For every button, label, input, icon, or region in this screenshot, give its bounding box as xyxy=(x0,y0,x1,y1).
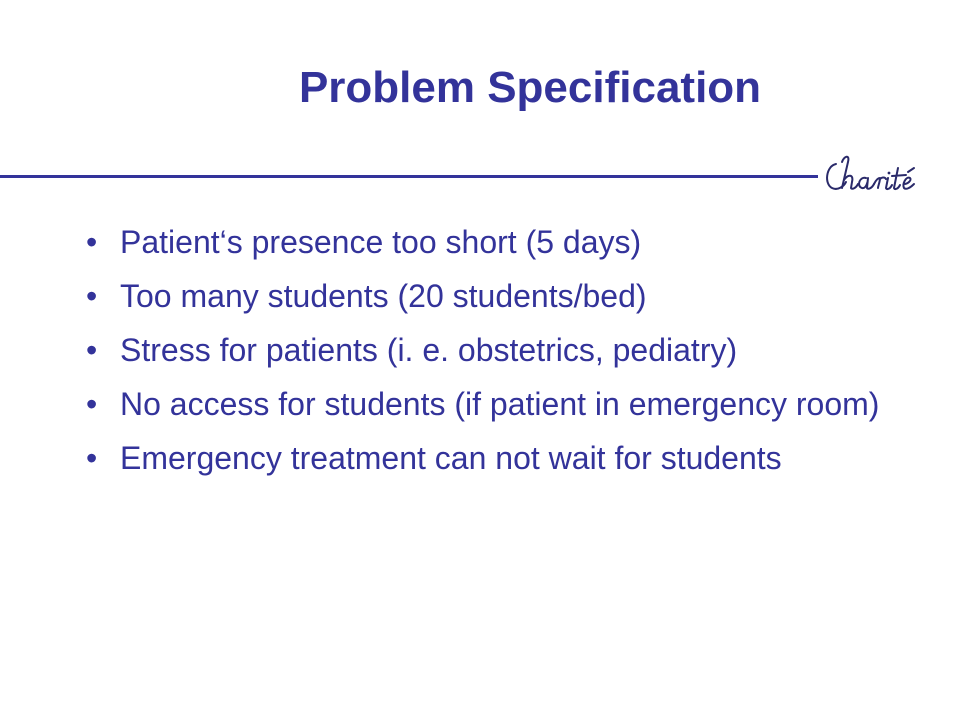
bullet-text: No access for students (if patient in emergency room) xyxy=(120,386,880,422)
list-item xyxy=(86,224,886,260)
bullet-text: Emergency treatment can not wait for students xyxy=(120,440,782,476)
bullet-dot: • xyxy=(86,332,98,368)
slide-title: Problem Specification xyxy=(298,63,762,112)
list-item xyxy=(86,278,886,314)
bullet-text: Patient‘s presence too short (5 days) xyxy=(120,224,642,260)
bullet-dot: • xyxy=(86,386,98,422)
title-divider xyxy=(0,175,818,178)
list-item xyxy=(86,332,886,368)
list-item xyxy=(86,386,886,422)
bullet-dot: • xyxy=(86,278,98,314)
bullet-list xyxy=(86,224,886,494)
charite-logo xyxy=(822,148,952,208)
bullet-text: Too many students (20 students/bed) xyxy=(120,278,647,314)
bullet-dot: • xyxy=(86,440,98,476)
bullet-dot: • xyxy=(86,224,98,260)
bullet-text: Stress for patients (i. e. obstetrics, pediatry) xyxy=(120,332,738,368)
list-item xyxy=(86,440,886,476)
